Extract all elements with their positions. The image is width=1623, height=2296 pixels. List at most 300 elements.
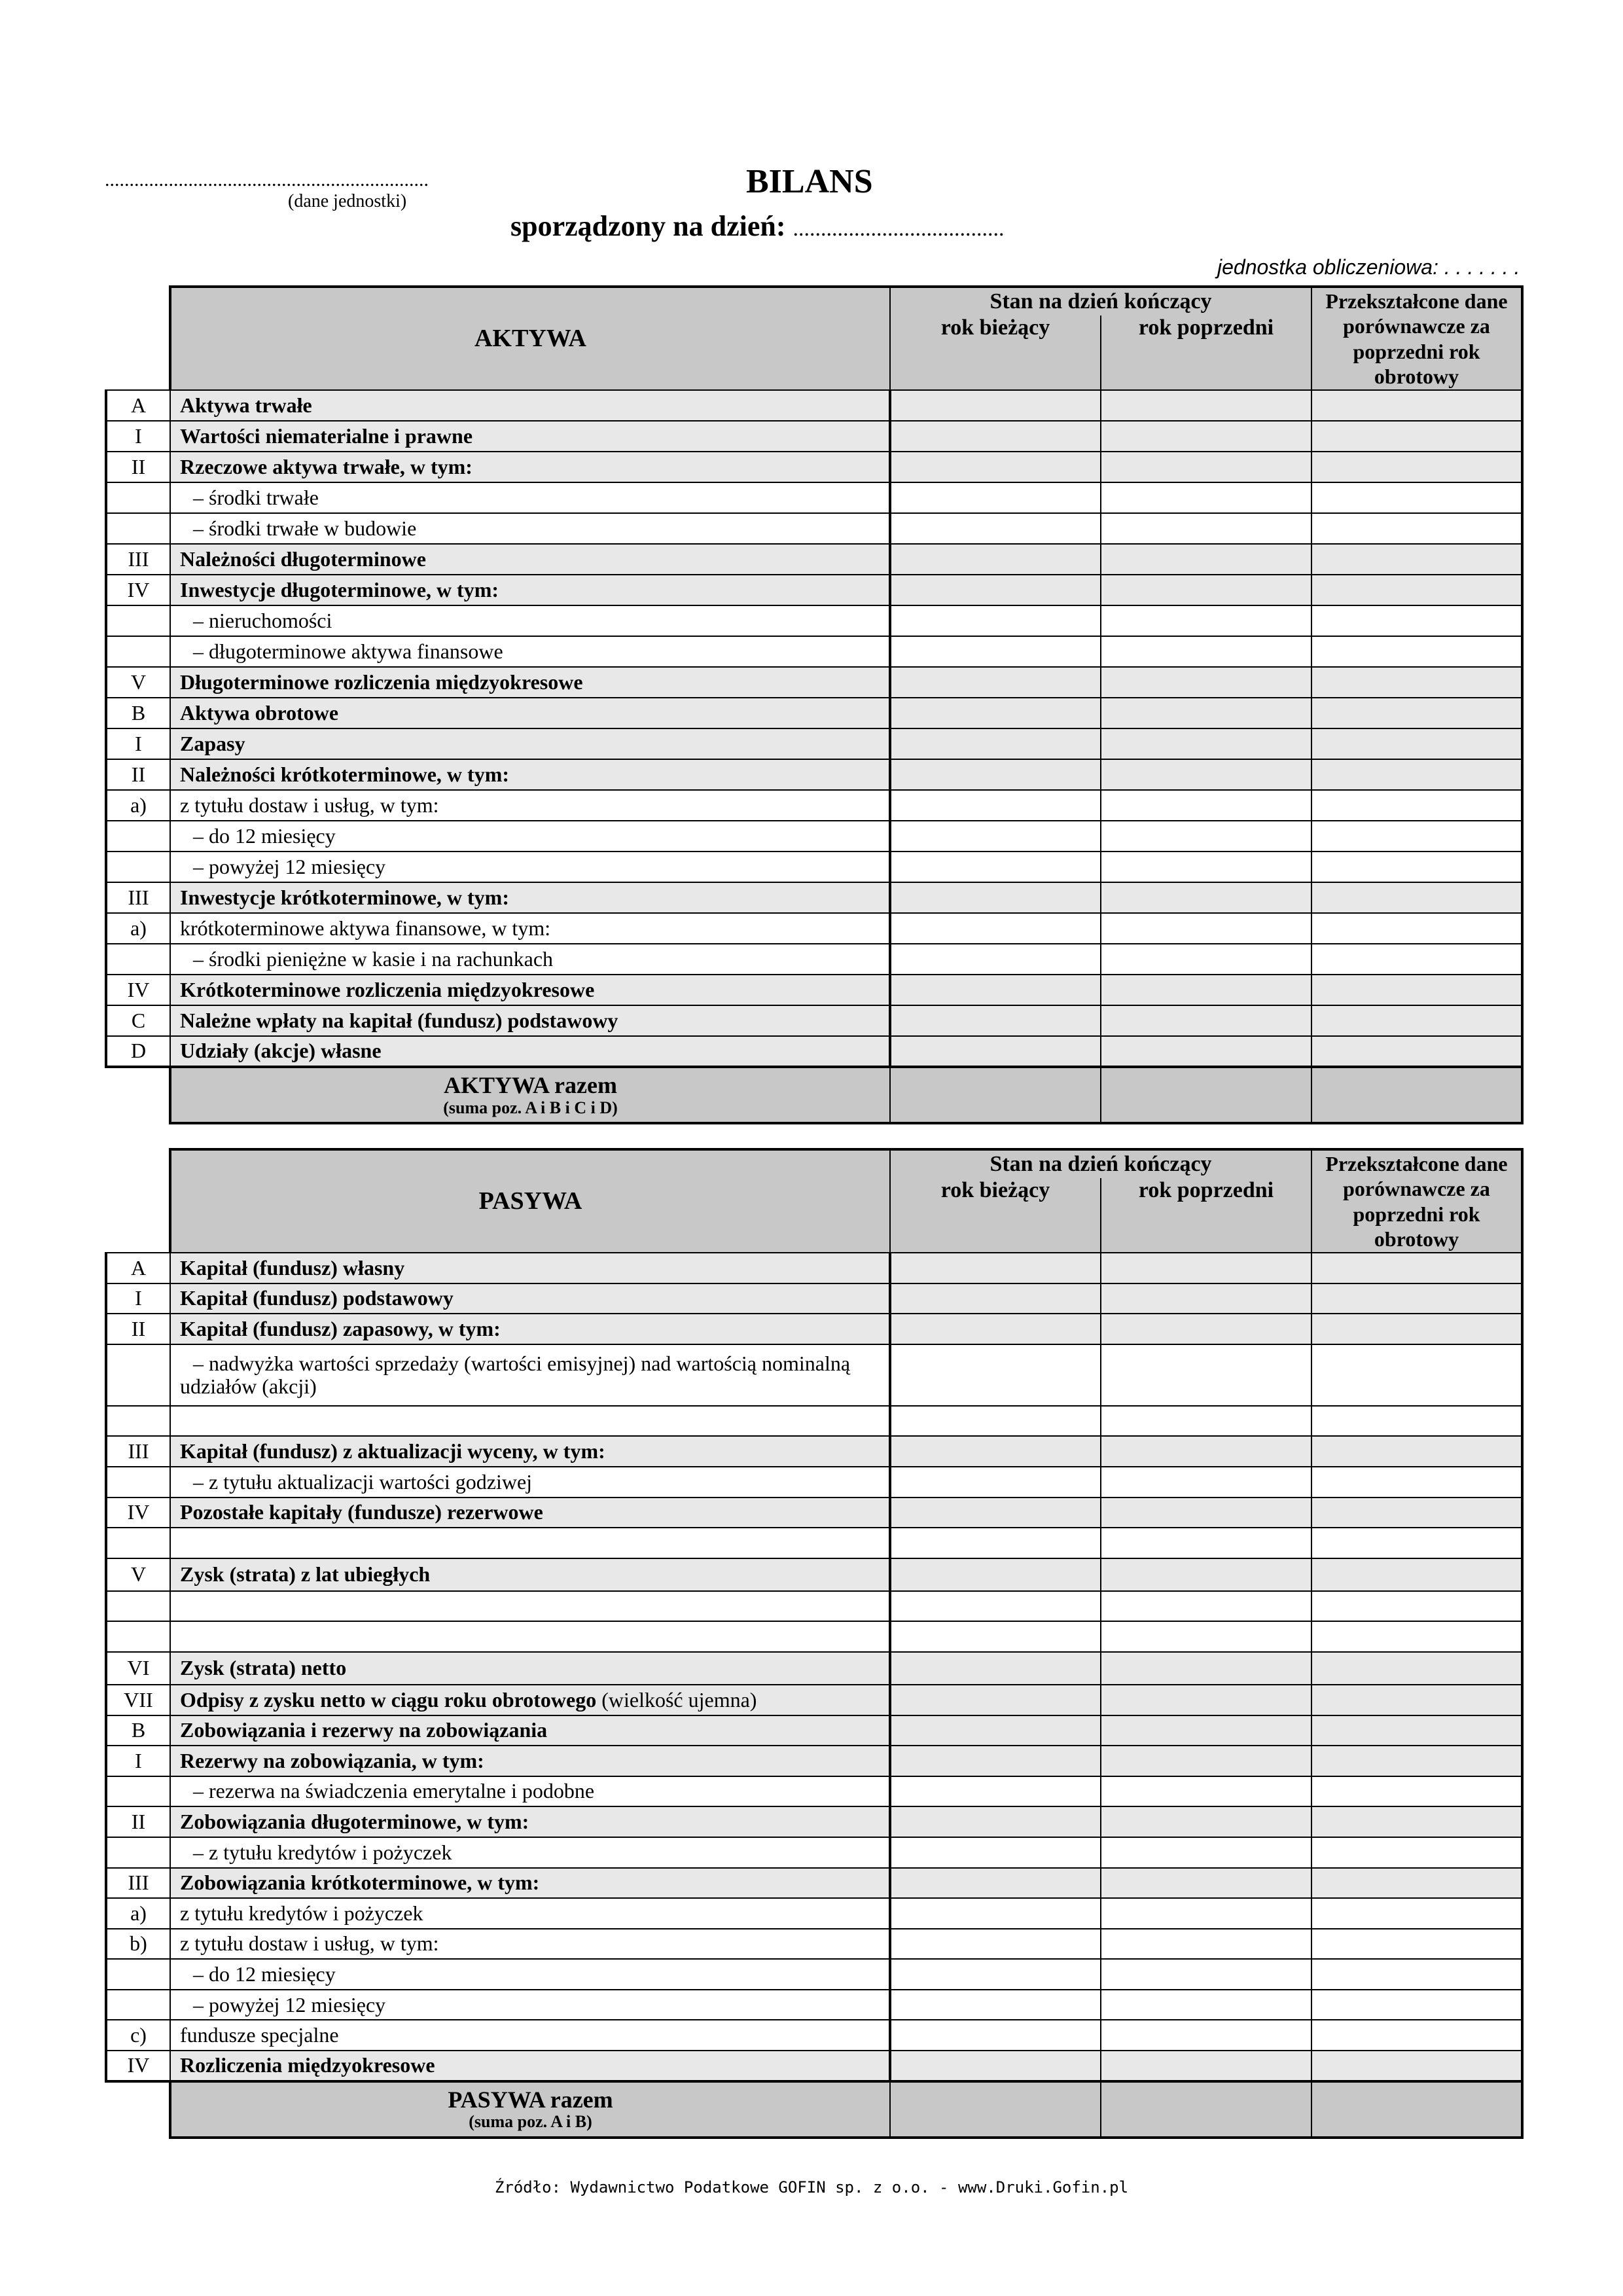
assets-row bbox=[106, 667, 1522, 698]
assets-value-previous-cell[interactable] bbox=[1101, 759, 1311, 790]
assets-row-number: IV bbox=[106, 575, 170, 605]
liabilities-value-transformed-cell[interactable] bbox=[1311, 2020, 1522, 2051]
assets-value-previous-cell[interactable] bbox=[1101, 544, 1311, 575]
assets-value-current-cell[interactable] bbox=[890, 728, 1101, 759]
liabilities-row-number bbox=[106, 1837, 170, 1868]
assets-value-previous-cell[interactable] bbox=[1101, 421, 1311, 452]
liabilities-value-current-cell[interactable] bbox=[890, 1806, 1101, 1837]
assets-value-transformed-cell[interactable] bbox=[1311, 913, 1522, 944]
liabilities-value-current-cell[interactable] bbox=[890, 1959, 1101, 1990]
assets-value-current-cell[interactable] bbox=[890, 852, 1101, 882]
assets-value-previous-cell[interactable] bbox=[1101, 605, 1311, 636]
assets-row-label-text: Aktywa trwałe bbox=[180, 393, 312, 417]
liabilities-row-label-text: fundusze specjalne bbox=[180, 2023, 339, 2047]
assets-value-current-cell[interactable] bbox=[890, 482, 1101, 513]
liabilities-row-number: III bbox=[106, 1436, 170, 1467]
liabilities-row-label bbox=[170, 1591, 890, 1622]
assets-value-previous-cell[interactable] bbox=[1101, 575, 1311, 605]
liabilities-row-label-text: – z tytułu kredytów i pożyczek bbox=[193, 1840, 452, 1864]
assets-row-number: a) bbox=[106, 790, 170, 821]
liabilities-value-transformed-cell[interactable] bbox=[1311, 1746, 1522, 1776]
liabilities-value-current-cell[interactable] bbox=[890, 1868, 1101, 1899]
liabilities-total-title: PASYWA razem bbox=[448, 2086, 613, 2113]
liabilities-value-transformed-cell[interactable] bbox=[1311, 1685, 1522, 1715]
liabilities-row-number: c) bbox=[106, 2020, 170, 2051]
assets-row-label-text: Wartości niematerialne i prawne bbox=[180, 423, 473, 448]
liabilities-row bbox=[106, 1806, 1522, 1837]
entity-data-line[interactable]: .................................................................. bbox=[105, 169, 429, 190]
liabilities-value-current-cell[interactable] bbox=[890, 1344, 1101, 1406]
assets-value-current-cell[interactable] bbox=[890, 667, 1101, 698]
assets-row bbox=[106, 944, 1522, 975]
assets-value-transformed-cell[interactable] bbox=[1311, 482, 1522, 513]
assets-col-transformed: Przekształcone dane porównawcze za poprzedni rok obrotowy bbox=[1311, 287, 1522, 390]
assets-value-transformed-cell[interactable] bbox=[1311, 944, 1522, 975]
liabilities-value-previous-cell[interactable] bbox=[1101, 1652, 1311, 1685]
assets-row bbox=[106, 452, 1522, 482]
liabilities-value-previous-cell[interactable] bbox=[1101, 1436, 1311, 1467]
liabilities-value-transformed-cell[interactable] bbox=[1311, 1314, 1522, 1344]
liabilities-col-current: rok bieżący bbox=[890, 1178, 1101, 1253]
liabilities-value-transformed-cell[interactable] bbox=[1311, 1283, 1522, 1314]
liabilities-row-label-text: – do 12 miesięcy bbox=[193, 1962, 336, 1986]
liabilities-row-label-text: Zobowiązania długoterminowe, w tym: bbox=[180, 1810, 529, 1834]
liabilities-row bbox=[106, 1868, 1522, 1899]
assets-row-label bbox=[170, 728, 890, 759]
liabilities-row-label-text: – rezerwa na świadczenia emerytalne i podobne bbox=[193, 1779, 595, 1803]
source-footer: Źródło: Wydawnictwo Podatkowe GOFIN sp. z o.o. - www.Druki.Gofin.pl bbox=[494, 2178, 1129, 2197]
assets-value-current-cell[interactable] bbox=[890, 1036, 1101, 1067]
liabilities-value-transformed-cell[interactable] bbox=[1311, 1436, 1522, 1467]
assets-value-previous-cell[interactable] bbox=[1101, 821, 1311, 852]
liabilities-row-label-text: Zobowiązania krótkoterminowe, w tym: bbox=[180, 1871, 540, 1895]
assets-row-label bbox=[170, 852, 890, 882]
assets-row-label-text: Należności krótkoterminowe, w tym: bbox=[180, 762, 509, 786]
liabilities-value-transformed-cell[interactable] bbox=[1311, 1929, 1522, 1960]
liabilities-row-number: VII bbox=[106, 1685, 170, 1715]
liabilities-row-number: II bbox=[106, 1806, 170, 1837]
assets-title: AKTYWA bbox=[170, 287, 890, 390]
assets-value-current-cell[interactable] bbox=[890, 452, 1101, 482]
assets-value-current-cell[interactable] bbox=[890, 390, 1101, 421]
assets-value-current-cell[interactable] bbox=[890, 544, 1101, 575]
liabilities-value-previous-cell[interactable] bbox=[1101, 1467, 1311, 1498]
assets-value-previous-cell[interactable] bbox=[1101, 667, 1311, 698]
assets-row-label-text: – nieruchomości bbox=[193, 608, 332, 632]
liabilities-row-number: VI bbox=[106, 1652, 170, 1685]
liabilities-total-transformed-cell[interactable] bbox=[1311, 2081, 1522, 2138]
liabilities-row-number: V bbox=[106, 1558, 170, 1591]
liabilities-row bbox=[106, 1558, 1522, 1591]
assets-value-previous-cell[interactable] bbox=[1101, 698, 1311, 728]
liabilities-row-label bbox=[170, 1467, 890, 1498]
assets-row-number bbox=[106, 821, 170, 852]
assets-row-number: II bbox=[106, 452, 170, 482]
assets-value-current-cell[interactable] bbox=[890, 913, 1101, 944]
assets-value-previous-cell[interactable] bbox=[1101, 944, 1311, 975]
liabilities-value-previous-cell[interactable] bbox=[1101, 1498, 1311, 1528]
assets-row bbox=[106, 913, 1522, 944]
assets-value-transformed-cell[interactable] bbox=[1311, 636, 1522, 667]
liabilities-value-transformed-cell[interactable] bbox=[1311, 1990, 1522, 2020]
assets-row bbox=[106, 1005, 1522, 1036]
assets-row-number: I bbox=[106, 728, 170, 759]
assets-value-previous-cell[interactable] bbox=[1101, 728, 1311, 759]
assets-row-label bbox=[170, 452, 890, 482]
liabilities-row-label-text: Kapitał (fundusz) z aktualizacji wyceny, w tym: bbox=[180, 1439, 605, 1463]
liabilities-row bbox=[106, 1959, 1522, 1990]
assets-value-previous-cell[interactable] bbox=[1101, 1005, 1311, 1036]
liabilities-value-previous-cell[interactable] bbox=[1101, 1283, 1311, 1314]
assets-row-label-text: – do 12 miesięcy bbox=[193, 823, 336, 848]
liabilities-value-transformed-cell[interactable] bbox=[1311, 1253, 1522, 1283]
liabilities-total-current-cell[interactable] bbox=[890, 2081, 1101, 2138]
assets-value-current-cell[interactable] bbox=[890, 944, 1101, 975]
assets-value-previous-cell[interactable] bbox=[1101, 390, 1311, 421]
liabilities-value-current-cell[interactable] bbox=[890, 1621, 1101, 1652]
assets-value-transformed-cell[interactable] bbox=[1311, 390, 1522, 421]
liabilities-value-current-cell[interactable] bbox=[890, 1990, 1101, 2020]
liabilities-row-number: b) bbox=[106, 1929, 170, 1960]
unit-label: jednostka obliczeniowa: bbox=[1217, 255, 1438, 279]
assets-row-label bbox=[170, 390, 890, 421]
assets-value-current-cell[interactable] bbox=[890, 975, 1101, 1005]
assets-row-label-text: Inwestycje długoterminowe, w tym: bbox=[180, 577, 499, 601]
liabilities-value-current-cell[interactable] bbox=[890, 1528, 1101, 1558]
liabilities-value-current-cell[interactable] bbox=[890, 1467, 1101, 1498]
liabilities-value-current-cell[interactable] bbox=[890, 1746, 1101, 1776]
liabilities-value-transformed-cell[interactable] bbox=[1311, 2051, 1522, 2081]
liabilities-value-current-cell[interactable] bbox=[890, 1283, 1101, 1314]
liabilities-value-current-cell[interactable] bbox=[890, 1498, 1101, 1528]
assets-row-label bbox=[170, 482, 890, 513]
assets-value-current-cell[interactable] bbox=[890, 575, 1101, 605]
assets-value-transformed-cell[interactable] bbox=[1311, 790, 1522, 821]
assets-value-transformed-cell[interactable] bbox=[1311, 728, 1522, 759]
liabilities-row-number bbox=[106, 1621, 170, 1652]
liabilities-value-previous-cell[interactable] bbox=[1101, 1715, 1311, 1746]
liabilities-value-transformed-cell[interactable] bbox=[1311, 1406, 1522, 1437]
liabilities-value-previous-cell[interactable] bbox=[1101, 2051, 1311, 2081]
liabilities-value-current-cell[interactable] bbox=[890, 1652, 1101, 1685]
date-prepared-label: sporządzony na dzień: bbox=[510, 210, 786, 242]
liabilities-col-previous: rok poprzedni bbox=[1101, 1178, 1311, 1253]
assets-row-number: A bbox=[106, 390, 170, 421]
liabilities-value-current-cell[interactable] bbox=[890, 1776, 1101, 1807]
assets-value-current-cell[interactable] bbox=[890, 513, 1101, 544]
liabilities-value-transformed-cell[interactable] bbox=[1311, 1715, 1522, 1746]
liabilities-value-transformed-cell[interactable] bbox=[1311, 1837, 1522, 1868]
date-prepared-field[interactable]: ...................................... bbox=[793, 217, 1005, 241]
assets-row-number: III bbox=[106, 882, 170, 913]
liabilities-row-label bbox=[170, 1253, 890, 1283]
liabilities-value-previous-cell[interactable] bbox=[1101, 1806, 1311, 1837]
liabilities-value-current-cell[interactable] bbox=[890, 1558, 1101, 1591]
unit-field[interactable]: . . . . . . . bbox=[1444, 255, 1520, 279]
assets-row-label-text: Długoterminowe rozliczenia międzyokresowe bbox=[180, 670, 583, 694]
liabilities-row bbox=[106, 1498, 1522, 1528]
assets-row-label bbox=[170, 882, 890, 913]
liabilities-row bbox=[106, 1837, 1522, 1868]
liabilities-row-number: I bbox=[106, 1283, 170, 1314]
liabilities-row-label bbox=[170, 1776, 890, 1807]
liabilities-value-previous-cell[interactable] bbox=[1101, 1746, 1311, 1776]
liabilities-row bbox=[106, 2051, 1522, 2081]
assets-row-label-text: Należności długoterminowe bbox=[180, 547, 426, 571]
liabilities-row-label bbox=[170, 1436, 890, 1467]
assets-row-label-text: – środki trwałe bbox=[193, 485, 319, 509]
assets-row bbox=[106, 790, 1522, 821]
liabilities-row bbox=[106, 1898, 1522, 1929]
liabilities-value-previous-cell[interactable] bbox=[1101, 1868, 1311, 1899]
assets-value-current-cell[interactable] bbox=[890, 1005, 1101, 1036]
assets-value-transformed-cell[interactable] bbox=[1311, 852, 1522, 882]
assets-row-number bbox=[106, 944, 170, 975]
liabilities-row bbox=[106, 1283, 1522, 1314]
assets-value-transformed-cell[interactable] bbox=[1311, 821, 1522, 852]
liabilities-value-previous-cell[interactable] bbox=[1101, 1898, 1311, 1929]
liabilities-row-label bbox=[170, 1652, 890, 1685]
liabilities-row bbox=[106, 1929, 1522, 1960]
liabilities-total-label bbox=[170, 2081, 890, 2138]
liabilities-row-number: a) bbox=[106, 1898, 170, 1929]
liabilities-value-previous-cell[interactable] bbox=[1101, 1528, 1311, 1558]
assets-row-number: V bbox=[106, 667, 170, 698]
liabilities-row-label-text: Zysk (strata) z lat ubiegłych bbox=[180, 1562, 431, 1587]
assets-total-transformed-cell[interactable] bbox=[1311, 1067, 1522, 1123]
assets-row bbox=[106, 882, 1522, 913]
liabilities-row-label bbox=[170, 1498, 890, 1528]
assets-row bbox=[106, 975, 1522, 1005]
liabilities-row bbox=[106, 1467, 1522, 1498]
assets-value-transformed-cell[interactable] bbox=[1311, 882, 1522, 913]
assets-value-previous-cell[interactable] bbox=[1101, 790, 1311, 821]
assets-row-label-text: z tytułu dostaw i usług, w tym: bbox=[180, 793, 439, 817]
liabilities-total-previous-cell[interactable] bbox=[1101, 2081, 1311, 2138]
liabilities-row bbox=[106, 1591, 1522, 1622]
assets-col-group: Stan na dzień kończący bbox=[890, 287, 1311, 315]
liabilities-value-transformed-cell[interactable] bbox=[1311, 1591, 1522, 1622]
assets-value-transformed-cell[interactable] bbox=[1311, 421, 1522, 452]
assets-value-current-cell[interactable] bbox=[890, 636, 1101, 667]
assets-total-note: (suma poz. A i B i C i D) bbox=[443, 1098, 618, 1117]
assets-value-transformed-cell[interactable] bbox=[1311, 513, 1522, 544]
liabilities-row-label-text: Rozliczenia międzyokresowe bbox=[180, 2053, 435, 2077]
liabilities-value-transformed-cell[interactable] bbox=[1311, 1558, 1522, 1591]
liabilities-row bbox=[106, 1621, 1522, 1652]
assets-value-current-cell[interactable] bbox=[890, 698, 1101, 728]
liabilities-value-current-cell[interactable] bbox=[890, 1715, 1101, 1746]
assets-value-current-cell[interactable] bbox=[890, 790, 1101, 821]
liabilities-value-transformed-cell[interactable] bbox=[1311, 1898, 1522, 1929]
liabilities-value-previous-cell[interactable] bbox=[1101, 1990, 1311, 2020]
assets-value-previous-cell[interactable] bbox=[1101, 513, 1311, 544]
liabilities-row-label-text: Zobowiązania i rezerwy na zobowiązania bbox=[180, 1718, 548, 1742]
assets-value-transformed-cell[interactable] bbox=[1311, 759, 1522, 790]
liabilities-value-current-cell[interactable] bbox=[890, 1837, 1101, 1868]
liabilities-row-number bbox=[106, 1467, 170, 1498]
assets-value-previous-cell[interactable] bbox=[1101, 882, 1311, 913]
liabilities-value-transformed-cell[interactable] bbox=[1311, 1959, 1522, 1990]
assets-row-number: IV bbox=[106, 975, 170, 1005]
liabilities-value-previous-cell[interactable] bbox=[1101, 1558, 1311, 1591]
assets-value-previous-cell[interactable] bbox=[1101, 636, 1311, 667]
liabilities-value-previous-cell[interactable] bbox=[1101, 1621, 1311, 1652]
liabilities-value-previous-cell[interactable] bbox=[1101, 1685, 1311, 1715]
assets-row bbox=[106, 513, 1522, 544]
liabilities-value-transformed-cell[interactable] bbox=[1311, 1498, 1522, 1528]
assets-row-number: II bbox=[106, 759, 170, 790]
liabilities-value-previous-cell[interactable] bbox=[1101, 1776, 1311, 1807]
assets-value-transformed-cell[interactable] bbox=[1311, 1005, 1522, 1036]
liabilities-row-label bbox=[170, 1868, 890, 1899]
liabilities-value-current-cell[interactable] bbox=[890, 1253, 1101, 1283]
liabilities-value-previous-cell[interactable] bbox=[1101, 1406, 1311, 1437]
assets-row-number: B bbox=[106, 698, 170, 728]
assets-row-label bbox=[170, 790, 890, 821]
liabilities-row-label bbox=[170, 1558, 890, 1591]
liabilities-row-label bbox=[170, 1806, 890, 1837]
assets-col-previous: rok poprzedni bbox=[1101, 315, 1311, 390]
liabilities-row-label bbox=[170, 1528, 890, 1558]
liabilities-row-label-text: z tytułu dostaw i usług, w tym: bbox=[180, 1931, 439, 1956]
assets-total-previous-cell[interactable] bbox=[1101, 1067, 1311, 1123]
assets-row-label-text: krótkoterminowe aktywa finansowe, w tym: bbox=[180, 916, 551, 940]
liabilities-value-transformed-cell[interactable] bbox=[1311, 1868, 1522, 1899]
liabilities-value-previous-cell[interactable] bbox=[1101, 1314, 1311, 1344]
liabilities-value-transformed-cell[interactable] bbox=[1311, 1344, 1522, 1406]
liabilities-row-label-text: – nadwyżka wartości sprzedaży (wartości emisyjnej) nad wartością nominalną udziałów (akcji) bbox=[180, 1351, 851, 1398]
assets-row-label bbox=[170, 975, 890, 1005]
assets-row-label bbox=[170, 821, 890, 852]
assets-row-number bbox=[106, 636, 170, 667]
assets-total-title: AKTYWA razem bbox=[444, 1071, 617, 1098]
assets-row-label-text: – długoterminowe aktywa finansowe bbox=[193, 639, 503, 663]
assets-value-current-cell[interactable] bbox=[890, 821, 1101, 852]
assets-value-current-cell[interactable] bbox=[890, 882, 1101, 913]
assets-row bbox=[106, 1036, 1522, 1067]
liabilities-row-label-text: Zysk (strata) netto bbox=[180, 1656, 347, 1680]
assets-row-label-text: Należne wpłaty na kapitał (fundusz) podstawowy bbox=[180, 1008, 618, 1032]
assets-total-current-cell[interactable] bbox=[890, 1067, 1101, 1123]
liabilities-row-label bbox=[170, 1837, 890, 1868]
assets-row-label bbox=[170, 421, 890, 452]
liabilities-row-label-text: z tytułu kredytów i pożyczek bbox=[180, 1901, 423, 1925]
liabilities-value-transformed-cell[interactable] bbox=[1311, 1528, 1522, 1558]
assets-row-number: a) bbox=[106, 913, 170, 944]
assets-row-number: D bbox=[106, 1036, 170, 1067]
liabilities-value-current-cell[interactable] bbox=[890, 2020, 1101, 2051]
liabilities-value-current-cell[interactable] bbox=[890, 1591, 1101, 1622]
assets-value-transformed-cell[interactable] bbox=[1311, 605, 1522, 636]
liabilities-value-transformed-cell[interactable] bbox=[1311, 1776, 1522, 1807]
liabilities-value-previous-cell[interactable] bbox=[1101, 1344, 1311, 1406]
assets-value-previous-cell[interactable] bbox=[1101, 913, 1311, 944]
liabilities-row-label bbox=[170, 2051, 890, 2081]
liabilities-value-previous-cell[interactable] bbox=[1101, 2020, 1311, 2051]
liabilities-value-current-cell[interactable] bbox=[890, 1406, 1101, 1437]
assets-row-label-text: Rzeczowe aktywa trwałe, w tym: bbox=[180, 454, 473, 478]
assets-value-transformed-cell[interactable] bbox=[1311, 667, 1522, 698]
assets-value-transformed-cell[interactable] bbox=[1311, 975, 1522, 1005]
liabilities-row bbox=[106, 1990, 1522, 2020]
liabilities-row bbox=[106, 1652, 1522, 1685]
liabilities-value-transformed-cell[interactable] bbox=[1311, 1806, 1522, 1837]
assets-row-label bbox=[170, 913, 890, 944]
assets-value-previous-cell[interactable] bbox=[1101, 482, 1311, 513]
assets-row bbox=[106, 605, 1522, 636]
assets-row-label bbox=[170, 544, 890, 575]
assets-value-previous-cell[interactable] bbox=[1101, 852, 1311, 882]
liabilities-row-label bbox=[170, 1283, 890, 1314]
assets-total-row bbox=[106, 1067, 1522, 1123]
liabilities-value-transformed-cell[interactable] bbox=[1311, 1467, 1522, 1498]
assets-row-label-text: – powyżej 12 miesięcy bbox=[193, 854, 386, 878]
liabilities-row-label-text: Rezerwy na zobowiązania, w tym: bbox=[180, 1748, 484, 1772]
assets-row-label-text: Inwestycje krótkoterminowe, w tym: bbox=[180, 885, 509, 909]
assets-col-current: rok bieżący bbox=[890, 315, 1101, 390]
assets-value-current-cell[interactable] bbox=[890, 605, 1101, 636]
liabilities-row-number bbox=[106, 1406, 170, 1437]
assets-value-current-cell[interactable] bbox=[890, 759, 1101, 790]
liabilities-row bbox=[106, 1715, 1522, 1746]
liabilities-value-current-cell[interactable] bbox=[890, 1898, 1101, 1929]
assets-value-previous-cell[interactable] bbox=[1101, 975, 1311, 1005]
assets-value-transformed-cell[interactable] bbox=[1311, 1036, 1522, 1067]
liabilities-total-row bbox=[106, 2081, 1522, 2138]
assets-value-previous-cell[interactable] bbox=[1101, 452, 1311, 482]
assets-value-previous-cell[interactable] bbox=[1101, 1036, 1311, 1067]
liabilities-value-previous-cell[interactable] bbox=[1101, 1591, 1311, 1622]
liabilities-row-number bbox=[106, 1591, 170, 1622]
assets-row-label-text: – środki pieniężne w kasie i na rachunkach bbox=[193, 946, 554, 971]
liabilities-row-label-text: – powyżej 12 miesięcy bbox=[193, 1992, 386, 2017]
liabilities-row bbox=[106, 1776, 1522, 1807]
liabilities-title: PASYWA bbox=[170, 1149, 890, 1253]
liabilities-value-previous-cell[interactable] bbox=[1101, 1253, 1311, 1283]
assets-value-transformed-cell[interactable] bbox=[1311, 698, 1522, 728]
liabilities-value-previous-cell[interactable] bbox=[1101, 1959, 1311, 1990]
liabilities-value-previous-cell[interactable] bbox=[1101, 1837, 1311, 1868]
liabilities-row bbox=[106, 1406, 1522, 1437]
liabilities-row bbox=[106, 1314, 1522, 1344]
liabilities-row-label-text: Kapitał (fundusz) zapasowy, w tym: bbox=[180, 1316, 501, 1340]
assets-row-label-text: Aktywa obrotowe bbox=[180, 700, 339, 725]
assets-row bbox=[106, 421, 1522, 452]
liabilities-row bbox=[106, 1344, 1522, 1406]
liabilities-value-current-cell[interactable] bbox=[890, 1436, 1101, 1467]
liabilities-value-transformed-cell[interactable] bbox=[1311, 1652, 1522, 1685]
liabilities-value-transformed-cell[interactable] bbox=[1311, 1621, 1522, 1652]
liabilities-row bbox=[106, 2020, 1522, 2051]
liabilities-value-current-cell[interactable] bbox=[890, 1929, 1101, 1960]
assets-value-transformed-cell[interactable] bbox=[1311, 452, 1522, 482]
liabilities-value-current-cell[interactable] bbox=[890, 2051, 1101, 2081]
assets-value-transformed-cell[interactable] bbox=[1311, 575, 1522, 605]
date-prepared-line bbox=[510, 209, 1004, 243]
liabilities-value-current-cell[interactable] bbox=[890, 1314, 1101, 1344]
liabilities-value-current-cell[interactable] bbox=[890, 1685, 1101, 1715]
liabilities-value-previous-cell[interactable] bbox=[1101, 1929, 1311, 1960]
liabilities-col-transformed: Przekształcone dane porównawcze za poprzedni rok obrotowy bbox=[1311, 1149, 1522, 1253]
assets-row-label bbox=[170, 698, 890, 728]
assets-value-transformed-cell[interactable] bbox=[1311, 544, 1522, 575]
assets-row bbox=[106, 575, 1522, 605]
assets-value-current-cell[interactable] bbox=[890, 421, 1101, 452]
liabilities-row-number: III bbox=[106, 1868, 170, 1899]
liabilities-row bbox=[106, 1436, 1522, 1467]
liabilities-row-label bbox=[170, 1314, 890, 1344]
